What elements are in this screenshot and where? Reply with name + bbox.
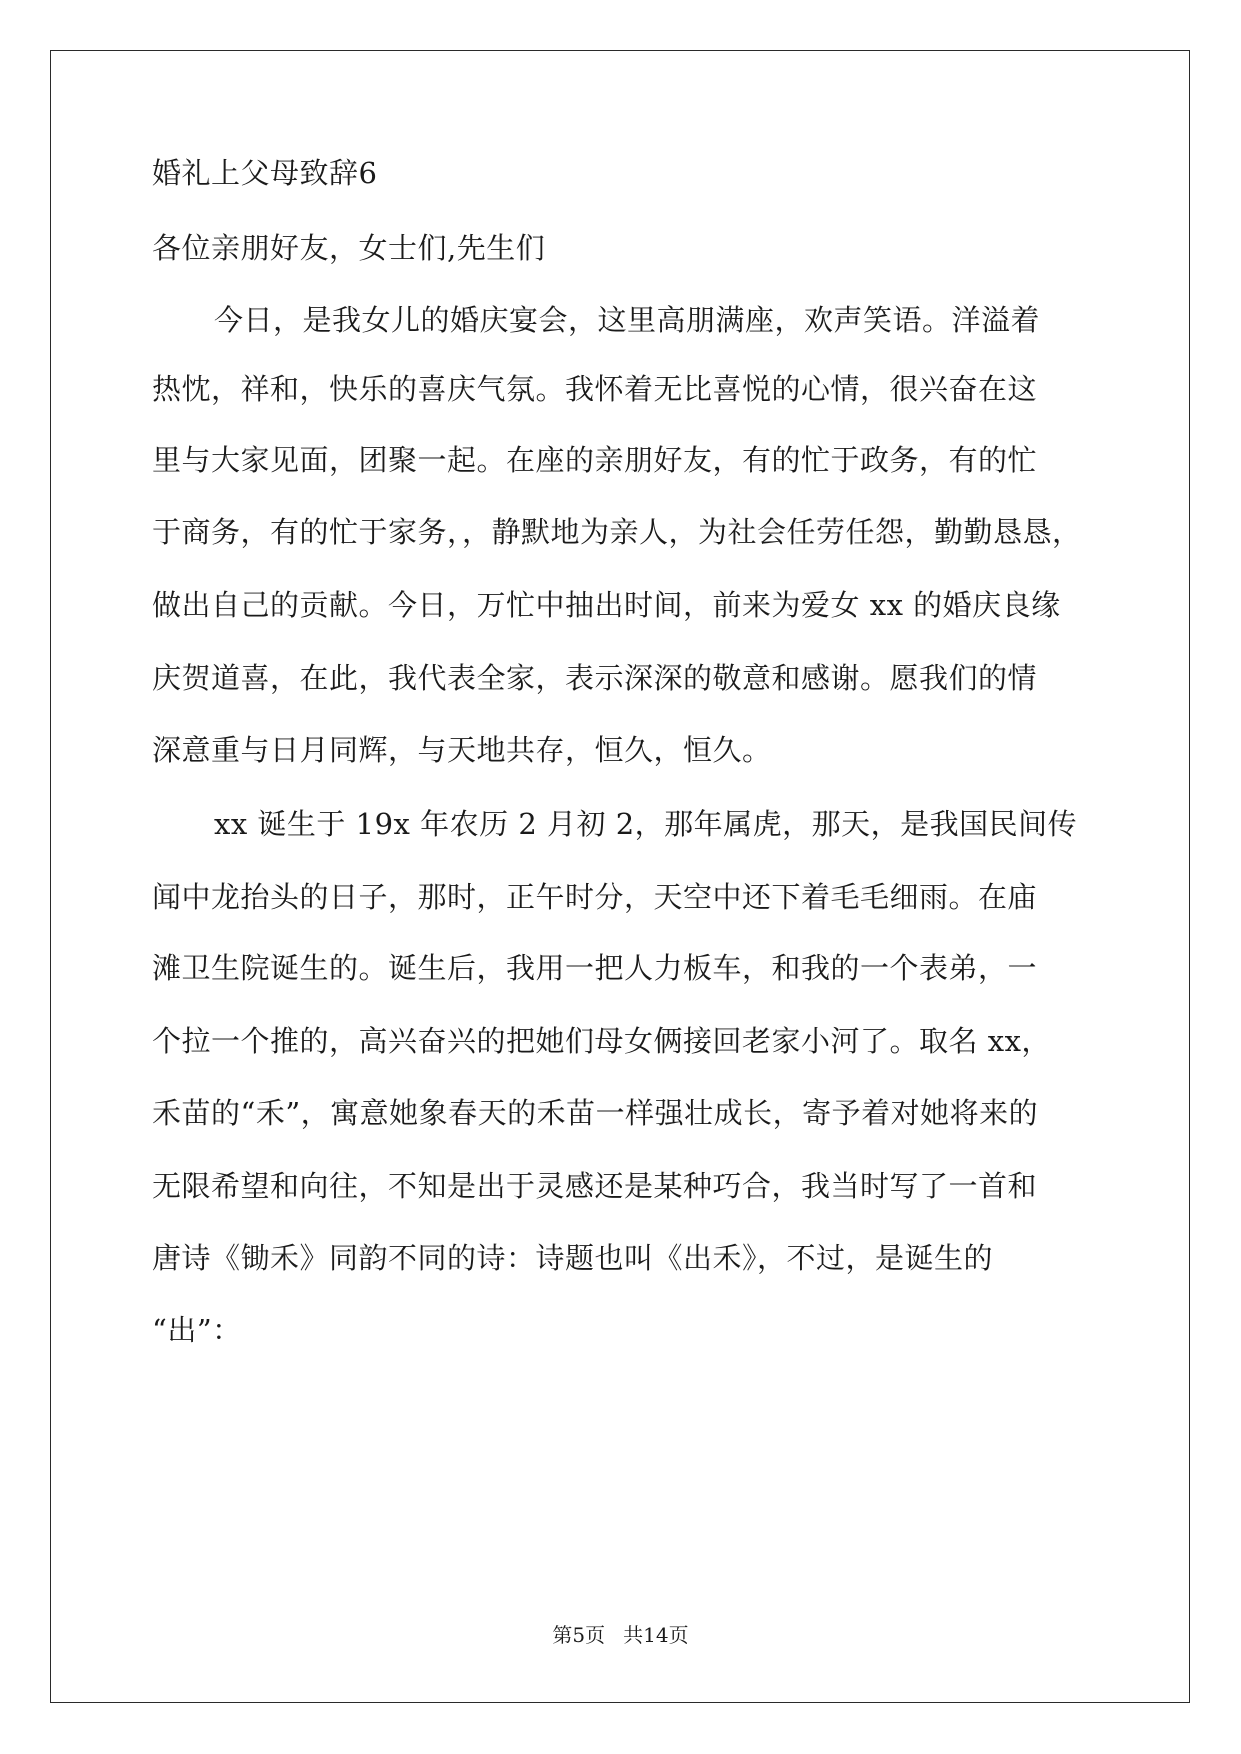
- paragraph-2-line-7: 唐诗《锄禾》同韵不同的诗：诗题也叫《出禾》，不过，是诞生的: [152, 1241, 994, 1275]
- paragraph-1-line-5: 做出自己的贡献。今日，万忙中抽出时间，前来为爱女 xx 的婚庆良缘: [152, 588, 1061, 622]
- paragraph-2-line-1: xx 诞生于 19x 年农历 2 月初 2，那年属虎，那天，是我国民间传: [214, 807, 1078, 841]
- paragraph-1-line-1: 今日，是我女儿的婚庆宴会，这里高朋满座，欢声笑语。洋溢着: [214, 303, 1041, 337]
- paragraph-2-line-5: 禾苗的“禾”，寓意她象春天的禾苗一样强壮成长，寄予着对她将来的: [152, 1096, 1039, 1130]
- document-title: 婚礼上父母致辞6: [152, 156, 378, 190]
- paragraph-2-line-2: 闻中龙抬头的日子，那时，正午时分，天空中还下着毛毛细雨。在庙: [152, 880, 1038, 914]
- page-footer: [0, 1622, 1241, 1648]
- paragraph-1-line-7: 深意重与日月同辉，与天地共存，恒久，恒久。: [152, 733, 772, 767]
- paragraph-1-line-4: 于商务，有的忙于家务，，静默地为亲人，为社会任劳任怨，勤勤恳恳，: [152, 515, 1082, 549]
- paragraph-2-line-8: “出”：: [152, 1313, 242, 1347]
- paragraph-1-line-6: 庆贺道喜，在此，我代表全家，表示深深的敬意和感谢。愿我们的情: [152, 661, 1038, 695]
- greeting: 各位亲朋好友，女士们,先生们: [152, 231, 546, 265]
- paragraph-1-line-3: 里与大家见面，团聚一起。在座的亲朋好友，有的忙于政务，有的忙: [152, 443, 1038, 477]
- paragraph-2-line-4: 个拉一个推的，高兴奋兴的把她们母女俩接回老家小河了。取名 xx，: [152, 1024, 1051, 1058]
- page-number-current: 第5页: [552, 1623, 606, 1647]
- paragraph-1-line-2: 热忱，祥和，快乐的喜庆气氛。我怀着无比喜悦的心情，很兴奋在这: [152, 372, 1038, 406]
- page-number-total: 共14页: [623, 1623, 689, 1647]
- paragraph-2-line-3: 滩卫生院诞生的。诞生后，我用一把人力板车，和我的一个表弟，一: [152, 951, 1038, 985]
- paragraph-2-line-6: 无限希望和向往，不知是出于灵感还是某种巧合，我当时写了一首和: [152, 1169, 1038, 1203]
